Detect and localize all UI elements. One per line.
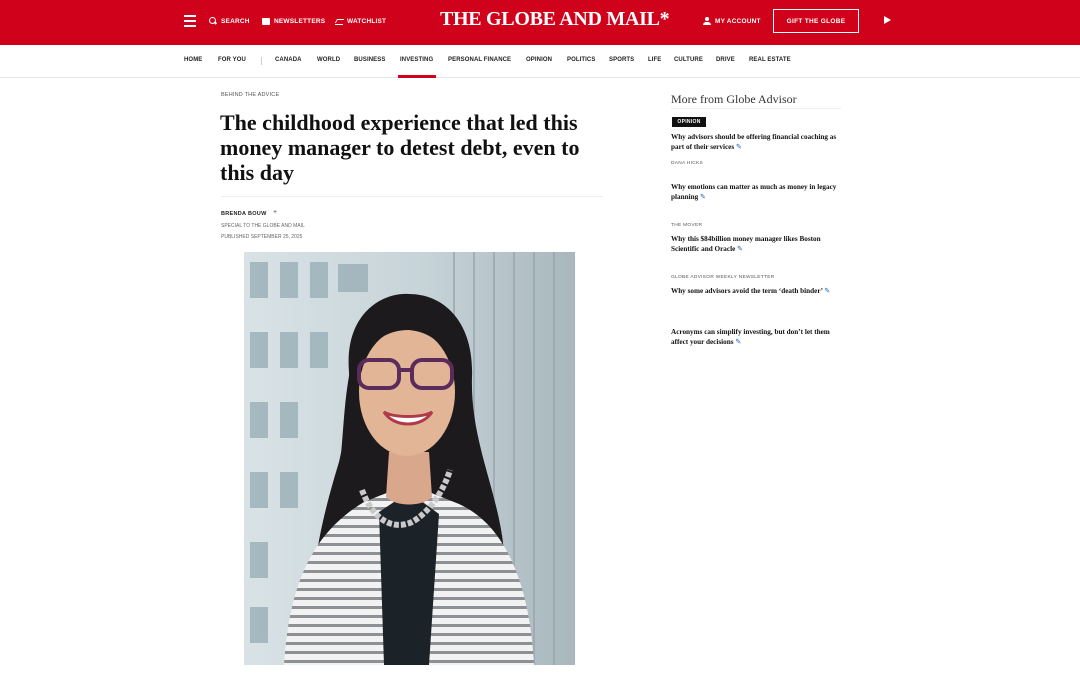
sidebar-story-2[interactable] (671, 182, 846, 202)
article-kicker[interactable]: BEHIND THE ADVICE (221, 92, 280, 98)
opinion-badge: OPINION (672, 117, 706, 127)
search-icon (209, 17, 217, 25)
top-bar (0, 0, 1080, 45)
nav-item-business[interactable]: BUSINESS (354, 57, 386, 63)
my-account-label: MY ACCOUNT (715, 17, 761, 25)
sidebar-story-author[interactable]: DANA HICKS (671, 161, 704, 166)
sidebar-story-headline: Acronyms can simplify investing, but don’t let them affect your decisions (671, 328, 830, 346)
watchlist-label: WATCHLIST (347, 17, 387, 25)
nav-item-culture[interactable]: CULTURE (674, 57, 703, 63)
nav-item-personal-finance[interactable]: PERSONAL FINANCE (448, 57, 512, 63)
nav-item-home[interactable]: HOME (184, 57, 203, 63)
nav-item-investing[interactable]: INVESTING (400, 57, 434, 63)
sidebar-story-headline: Why this $84billion money manager likes Boston Scientific and Oracle (671, 235, 821, 253)
sidebar-story-headline: Why emotions can matter as much as money in legacy planning (671, 183, 837, 201)
nav-item-for-you[interactable]: FOR YOU (218, 57, 246, 63)
nav-separator (261, 57, 262, 65)
nav-item-life[interactable]: LIFE (648, 57, 662, 63)
author-byline[interactable]: BRENDA BOUW (221, 211, 267, 217)
nav-item-sports[interactable]: SPORTS (609, 57, 635, 63)
nav-item-politics[interactable]: POLITICS (567, 57, 596, 63)
newsletters-label: NEWSLETTERS (274, 17, 326, 25)
watchlist-icon (335, 17, 343, 25)
sidebar-story-3[interactable] (671, 234, 846, 254)
brand-logo[interactable]: THE GLOBE AND MAIL* (440, 8, 670, 30)
search-button[interactable] (209, 15, 250, 27)
section-nav (0, 45, 1080, 78)
my-account-button[interactable] (703, 15, 761, 27)
sidebar-story-1[interactable] (671, 132, 846, 152)
headline-divider (221, 196, 603, 197)
active-tab-indicator (398, 75, 436, 78)
pen-icon: ✎ (737, 244, 744, 253)
sidebar-story-label: GLOBE ADVISOR WEEKLY NEWSLETTER (671, 275, 775, 280)
sidebar-story-label: THE MOVER (671, 223, 703, 228)
sidebar-story-5[interactable] (671, 327, 846, 347)
follow-author-button[interactable]: + (273, 209, 278, 216)
newsletter-icon (262, 18, 270, 25)
nav-item-real-estate[interactable]: REAL ESTATE (749, 57, 791, 63)
sidebar-divider (671, 108, 841, 109)
nav-item-world[interactable]: WORLD (317, 57, 341, 63)
published-date: PUBLISHED SEPTEMBER 25, 2025 (221, 234, 303, 240)
sidebar-title: More from Globe Advisor (671, 92, 797, 106)
article-photo (244, 252, 575, 665)
pen-icon: ✎ (735, 142, 742, 151)
author-affiliation: SPECIAL TO THE GLOBE AND MAIL (221, 223, 305, 229)
sidebar-story-headline: Why some advisors avoid the term ‘death binder’ (671, 287, 823, 295)
sidebar-story-4[interactable] (671, 286, 846, 296)
play-icon[interactable] (884, 16, 891, 24)
article-headline: The childhood experience that led this money manager to detest debt, even to this day (220, 110, 580, 185)
nav-item-drive[interactable]: DRIVE (716, 57, 735, 63)
sidebar-story-headline: Why advisors should be offering financial coaching as part of their services (671, 133, 837, 151)
search-label: SEARCH (221, 17, 250, 25)
pen-icon: ✎ (699, 192, 706, 201)
hamburger-icon[interactable] (184, 15, 196, 27)
pen-icon: ✎ (824, 286, 831, 295)
gift-the-globe-button[interactable]: GIFT THE GLOBE (773, 9, 859, 33)
user-icon (703, 17, 711, 25)
pen-icon: ✎ (735, 337, 742, 346)
portrait-illustration (244, 252, 575, 665)
nav-item-canada[interactable]: CANADA (275, 57, 302, 63)
nav-item-opinion[interactable]: OPINION (526, 57, 553, 63)
newsletters-button[interactable] (262, 15, 325, 27)
watchlist-button[interactable] (335, 15, 386, 27)
